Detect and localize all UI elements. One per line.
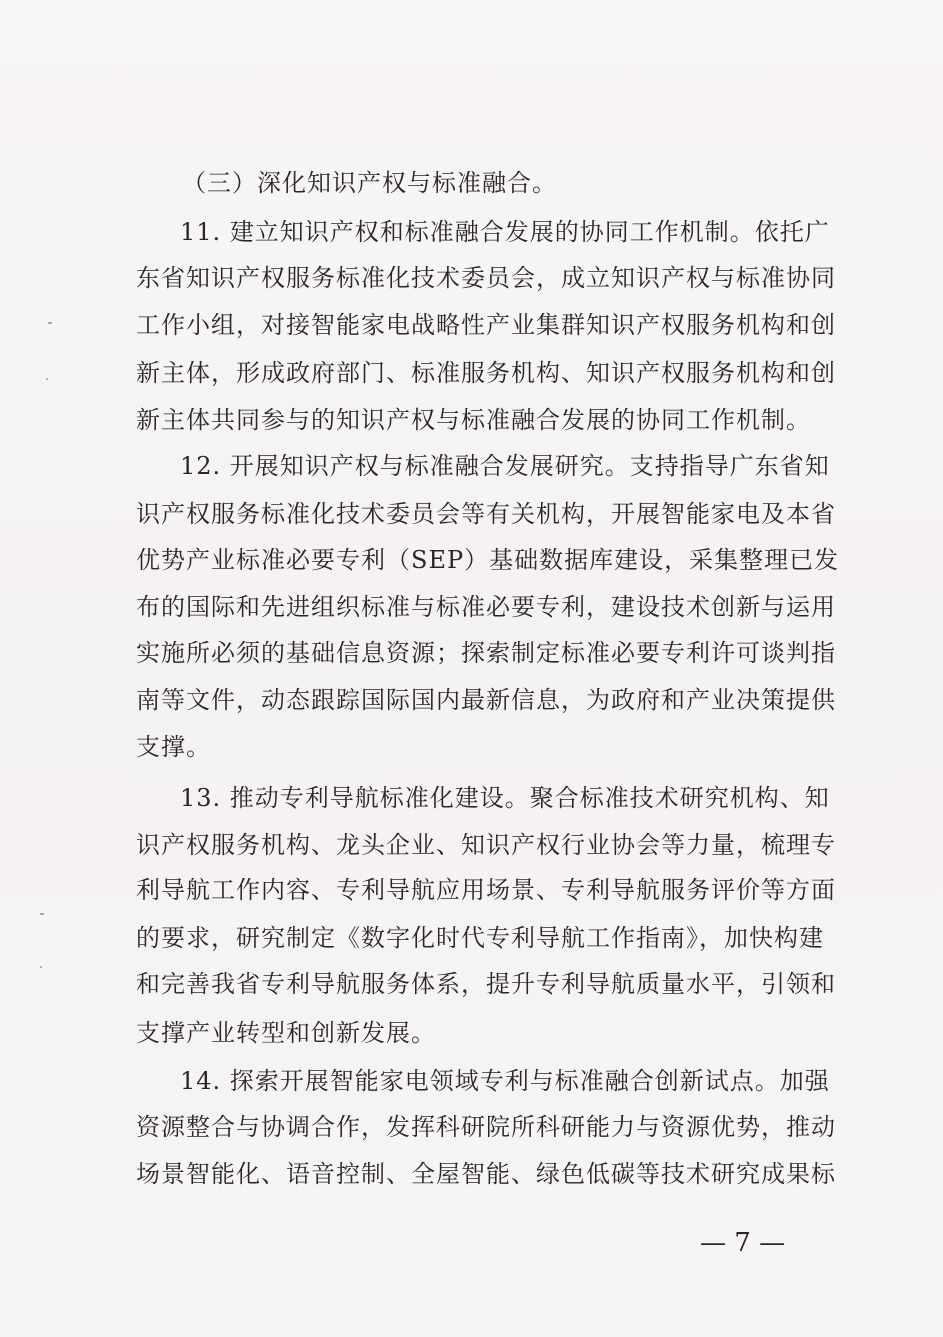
item13-line-1: 13. 推动专利导航标准化建设。聚合标准技术研究机构、知	[180, 784, 830, 812]
item13-line-2: 识产权服务机构、龙头企业、知识产权行业协会等力量，梳理专	[136, 831, 836, 859]
item12-line-1: 12. 开展知识产权与标准融合发展研究。支持指导广东省知	[180, 452, 830, 480]
item12-line-6: 南等文件，动态跟踪国际国内最新信息，为政府和产业决策提供	[136, 686, 836, 714]
item11-line-3: 工作小组，对接智能家电战略性产业集群知识产权服务机构和创	[136, 311, 836, 339]
item11-line-4: 新主体，形成政府部门、标准服务机构、知识产权服务机构和创	[136, 359, 836, 387]
item12-line-4: 布的国际和先进组织标准与标准必要专利，建设技术创新与运用	[136, 593, 836, 621]
item11-line-1: 11. 建立知识产权和标准融合发展的协同工作机制。依托广	[180, 218, 830, 246]
item11-line-5: 新主体共同参与的知识产权与标准融合发展的协同工作机制。	[136, 406, 811, 434]
item13-line-3: 利导航工作内容、专利导航应用场景、专利导航服务评价等方面	[136, 876, 836, 904]
scan-speck	[48, 322, 52, 324]
scan-speck	[40, 966, 42, 968]
scan-speck	[46, 378, 48, 380]
item14-line-3: 场景智能化、语音控制、全屋智能、绿色低碳等技术研究成果标	[136, 1160, 836, 1188]
item14-line-2: 资源整合与协调合作，发挥科研院所科研能力与资源优势，推动	[136, 1113, 836, 1141]
item13-line-6: 支撑产业转型和创新发展。	[136, 1019, 436, 1047]
item12-line-7: 支撑。	[136, 733, 211, 761]
page-number: — 7 —	[700, 1228, 786, 1258]
item12-line-5: 实施所必须的基础信息资源；探索制定标准必要专利许可谈判指	[136, 639, 836, 667]
item11-line-2: 东省知识产权服务标准化技术委员会，成立知识产权与标准协同	[136, 264, 836, 292]
section-heading: （三）深化知识产权与标准融合。	[182, 169, 557, 197]
item12-line-3: 优势产业标准必要专利（SEP）基础数据库建设，采集整理已发	[136, 546, 840, 574]
item12-line-2: 识产权服务标准化技术委员会等有关机构，开展智能家电及本省	[136, 500, 836, 528]
item13-line-4: 的要求，研究制定《数字化时代专利导航工作指南》，加快构建	[136, 924, 824, 952]
item13-line-5: 和完善我省专利导航服务体系，提升专利导航质量水平，引领和	[136, 970, 836, 998]
scan-speck	[40, 913, 44, 915]
item14-line-1: 14. 探索开展智能家电领域专利与标准融合创新试点。加强	[180, 1067, 830, 1095]
